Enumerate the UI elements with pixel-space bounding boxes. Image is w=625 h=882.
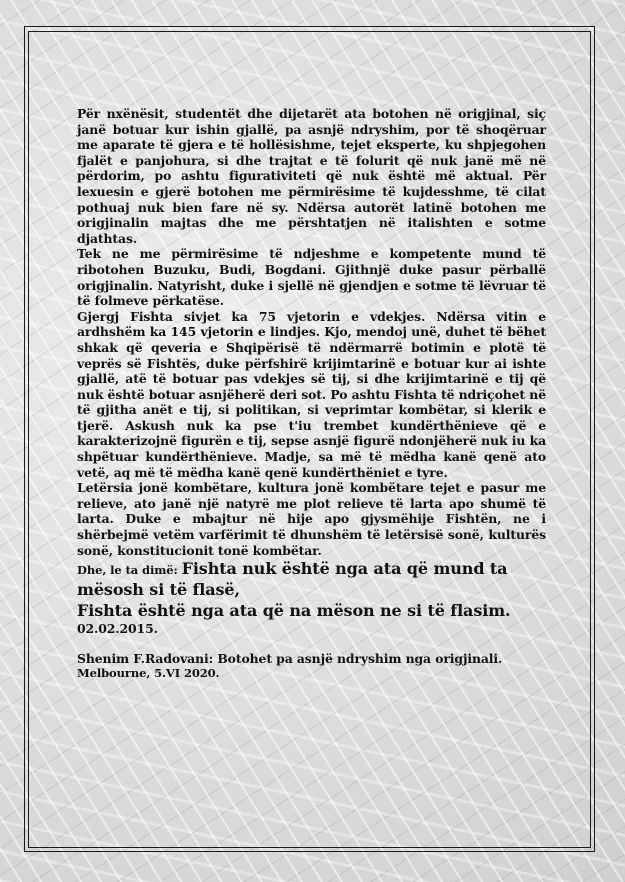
paragraph-3: Gjergj Fishta sivjet ka 75 vjetorin e vdekjes. Ndërsa vitin e ardhshëm ka 145 vjetorin e lindjes. Kjo, mendoj unë, duhet të bëhet shkak që qeveria e Shqipërisë të ndërmarrë botimin e plotë të veprës së Fishtës, duke përfshirë krijimtarinë e botuar kur ai ishte gjallë, atë të botuar pas vdekjes së tij, si dhe krijimtarinë e tij që nuk është botuar asnjëherë deri sot. Po ashtu Fishta të ndriçohet në të gjitha anët e tij, si politikan, si veprimtar kombëtar, si klerik e tjerë. Askush nuk ka pse t'iu trembet kundërthënieve që e karakterizojnë figurën e tij, sepse asnjë figurë ndonjëherë nuk iu ka shpëtuar kundërthënieve. Madje, sa më të mëdha kanë qenë ato vetë, aq më të mëdha kanë qenë kundërthëniet e tyre. bbox=[77, 308, 546, 480]
closing-lead: Dhe, le ta dimë: bbox=[77, 563, 182, 578]
article-body bbox=[77, 106, 546, 680]
paragraph-2: Tek ne me përmirësime të ndjeshme e kompetente mund të ribotohen Buzuku, Budi, Bogdani. Gjithnjë duke pasur përballë origjinalin. Natyrisht, duke i sjellë në gjendjen e sotme të lëvruar të të folmeve përkatëse. bbox=[77, 246, 546, 309]
editor-note: Shenim F.Radovani: Botohet pa asnjë ndryshim nga origjinali. bbox=[77, 650, 503, 666]
closing-quote bbox=[77, 558, 546, 600]
paragraph-4: Letërsia jonë kombëtare, kultura jonë kombëtare tejet e pasur me relieve, ato janë një natyrë me plot relieve të larta apo shumë të larta. Duke e mbajtur në hije apo gjysmëhije Fishtën, ne i shërbejmë vetëm varfërimit të dhunshëm të letërsisë sonë, kulturës sonë, konstitucionit tonë kombëtar. bbox=[77, 480, 546, 558]
place-and-date: Melbourne, 5.VI 2020. bbox=[77, 666, 220, 681]
fishta-quote-line-1: Fishta nuk është nga ata që mund ta mësosh si të flasë, bbox=[77, 559, 508, 600]
paragraph-1: Për nxënësit, studentët dhe dijetarët ata botohen në origjinal, siç janë botuar kur ishin gjallë, pa asnjë ndryshim, por të shoqëruar me aparate të gjera e të hollësishme, tejet eksperte, ku shpjegohen fjalët e panjohura, si dhe trajtat e të folurit që nuk janë më në përdorim, po ashtu figurativiteti që nuk është më aktual. Për lexuesin e gjerë botohen me përmirësime të kujdesshme, të cilat pothuaj nuk bien fare në sy. Ndërsa autorët latinë botohen me origjinalin majtas dhe me përshtatjen në italishten e sotme djathtas. bbox=[77, 106, 546, 246]
article-date: 02.02.2015. bbox=[77, 621, 158, 637]
fishta-quote-line-2: Fishta është nga ata që na mëson ne si të flasim. bbox=[77, 601, 511, 621]
spacer bbox=[77, 637, 546, 651]
